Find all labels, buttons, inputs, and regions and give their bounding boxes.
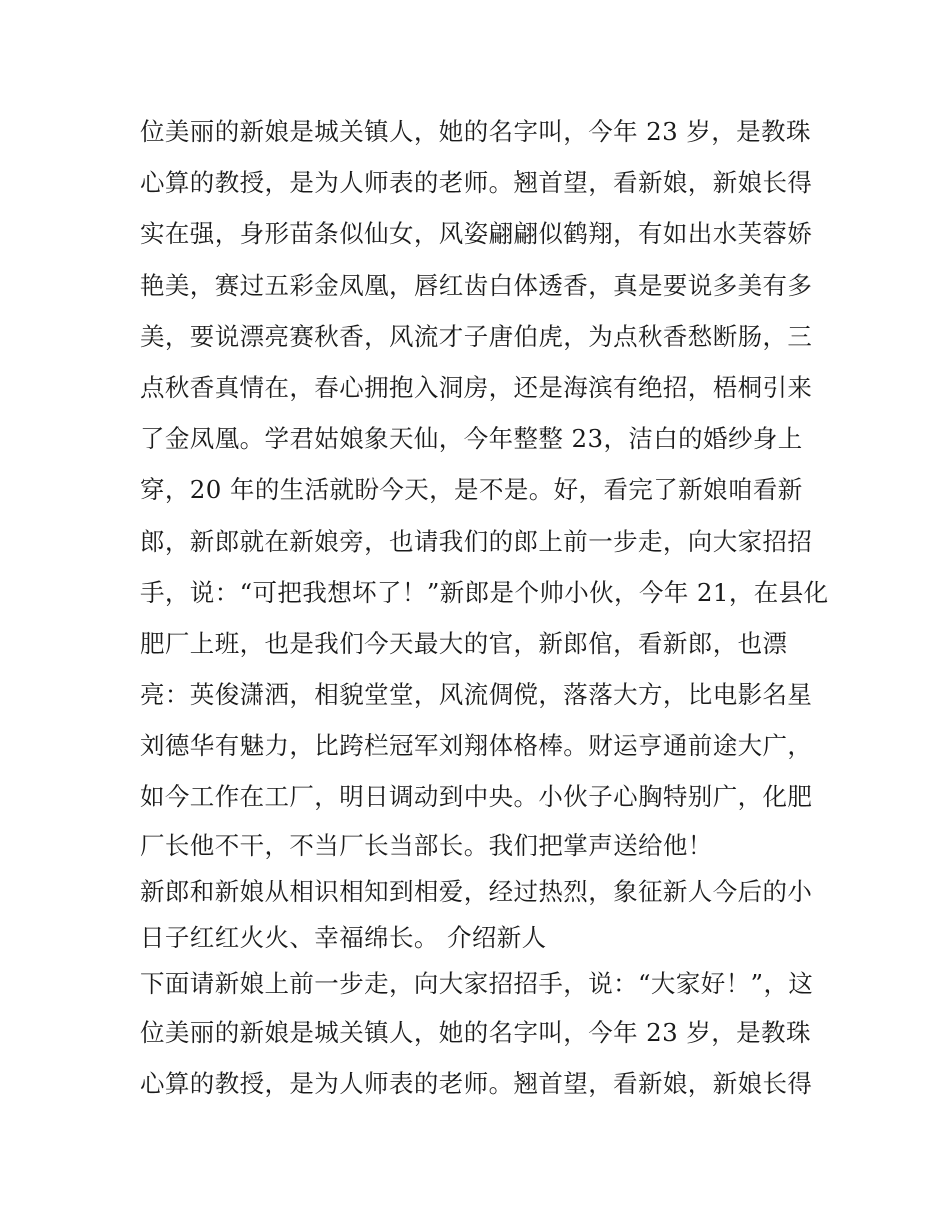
text-line: 日子红红火火、幸福绵长。 介绍新人 [140, 922, 547, 952]
text-line: 美，要说漂亮赛秋香，风流才子唐伯虎，为点秋香愁断肠，三 [140, 321, 813, 351]
text-line: 位美丽的新娘是城关镇人，她的名字叫，今年 23 岁，是教珠 [140, 1017, 811, 1047]
body-text [140, 106, 830, 1109]
text-line: 新郎和新娘从相识相知到相爱，经过热烈，象征新人今后的小 [140, 876, 813, 906]
text-line: 艳美，赛过五彩金凤凰，唇红齿白体透香，真是要说多美有多 [140, 270, 813, 300]
text-line: 下面请新娘上前一步走，向大家招招手，说：“大家好！”，这 [140, 968, 814, 998]
text-line: 厂长他不干，不当厂长当部长。我们把掌声送给他！ [140, 830, 713, 860]
text-line: 了金凤凰。学君姑娘象天仙，今年整整 23，洁白的婚纱身上 [140, 424, 803, 454]
text-line: 肥厂上班，也是我们今天最大的官，新郎倌，看新郎，也漂 [140, 628, 788, 658]
text-line: 如今工作在工厂，明日调动到中央。小伙子心胸特别广，化肥 [140, 782, 813, 812]
text-line: 点秋香真情在，春心拥抱入洞房，还是海滨有绝招，梧桐引来 [140, 372, 813, 402]
text-line: 手，说：“可把我想坏了！”新郎是个帅小伙，今年 21，在县化 [140, 577, 829, 607]
text-line: 亮：英俊潇洒，相貌堂堂，风流倜傥，落落大方，比电影名星 [140, 680, 813, 710]
text-line: 实在强，身形苗条似仙女，风姿翩翩似鹤翔，有如出水芙蓉娇 [140, 219, 813, 249]
text-line: 穿，20 年的生活就盼今天，是不是。好，看完了新娘咱看新 [140, 475, 803, 505]
text-line: 刘德华有魅力，比跨栏冠军刘翔体格棒。财运亨通前途大广， [140, 731, 813, 761]
text-line: 位美丽的新娘是城关镇人，她的名字叫，今年 23 岁，是教珠 [140, 117, 811, 146]
text-line: 郎，新郎就在新娘旁，也请我们的郎上前一步走，向大家招招 [140, 526, 813, 556]
text-line: 心算的教授，是为人师表的老师。翘首望，看新娘，新娘长得 [140, 168, 813, 198]
text-line: 心算的教授，是为人师表的老师。翘首望，看新娘，新娘长得 [140, 1068, 813, 1098]
